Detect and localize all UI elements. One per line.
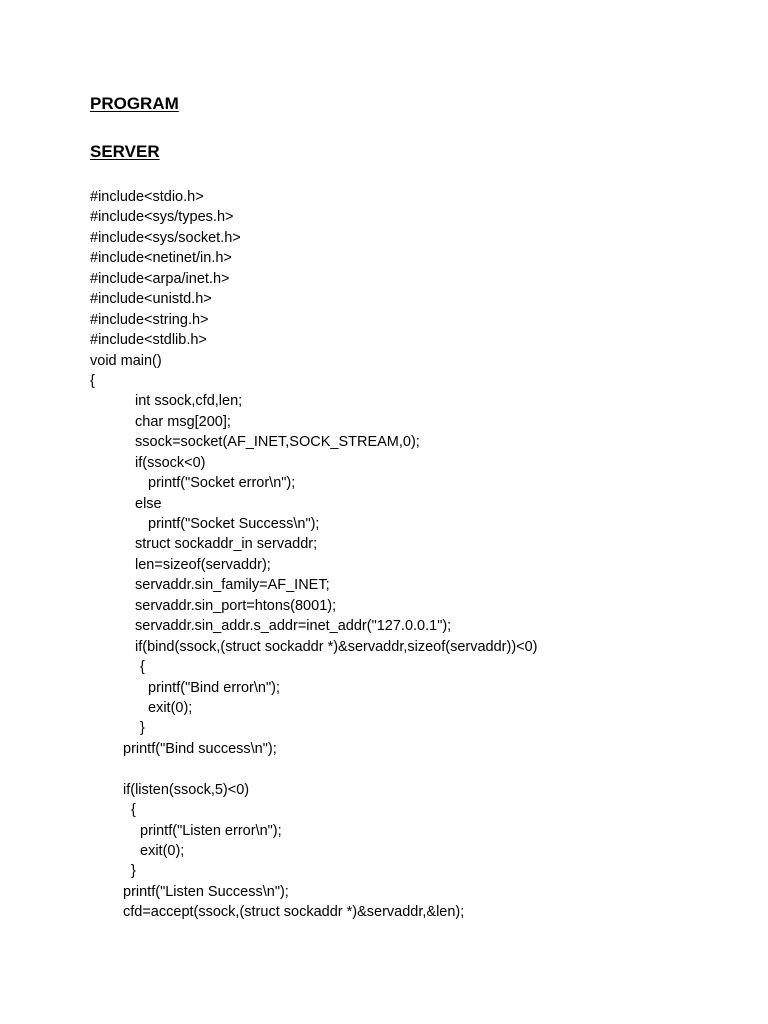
code-line: } — [140, 720, 145, 737]
code-line: int ssock,cfd,len; — [135, 393, 243, 410]
code-line: printf("Listen Success\n"); — [123, 883, 289, 900]
code-line: exit(0); — [148, 699, 193, 716]
code-line: printf("Socket Success\n"); — [148, 516, 320, 532]
code-line: } — [131, 863, 136, 880]
code-line: servaddr.sin_port=htons(8001); — [135, 597, 337, 614]
code-line: ssock=socket(AF_INET,SOCK_STREAM,0); — [135, 434, 420, 451]
code-line: #include<sys/socket.h> — [90, 229, 241, 246]
code-line: #include<stdlib.h> — [90, 332, 207, 349]
code-listing — [90, 187, 750, 923]
code-line: printf("Socket error\n"); — [148, 475, 296, 492]
code-line: #include<unistd.h> — [90, 291, 212, 308]
code-line: printf("Bind error\n"); — [148, 679, 280, 696]
code-line: char msg[200]; — [135, 413, 231, 430]
code-line: #include<netinet/in.h> — [90, 250, 232, 267]
server-heading: SERVER — [90, 142, 160, 161]
code-line: #include<stdio.h> — [90, 189, 204, 205]
code-line: { — [131, 802, 136, 819]
code-line: printf("Bind success\n"); — [123, 740, 277, 757]
code-line — [90, 759, 750, 779]
code-line: servaddr.sin_family=AF_INET; — [135, 577, 330, 594]
code-line: if(listen(ssock,5)<0) — [123, 781, 250, 798]
code-line: #include<sys/types.h> — [90, 209, 234, 226]
code-line: if(ssock<0) — [135, 454, 206, 471]
code-line: #include<arpa/inet.h> — [90, 270, 230, 287]
code-line: len=sizeof(servaddr); — [135, 556, 271, 573]
code-line: servaddr.sin_addr.s_addr=inet_addr("127.0.0.1"); — [135, 618, 452, 635]
code-line: if(bind(ssock,(struct sockaddr *)&servaddr,sizeof(servaddr))<0) — [135, 638, 538, 655]
code-line: #include<string.h> — [90, 311, 209, 328]
code-line: { — [90, 372, 95, 389]
code-line: else — [135, 495, 162, 512]
code-line: struct sockaddr_in servaddr; — [135, 536, 318, 553]
program-heading: PROGRAM — [90, 94, 179, 113]
code-line: void main() — [90, 352, 162, 369]
code-line: printf("Listen error\n"); — [140, 822, 282, 839]
code-line: exit(0); — [140, 843, 185, 859]
code-line: cfd=accept(ssock,(struct sockaddr *)&servaddr,&len); — [123, 904, 465, 921]
code-line: { — [140, 659, 145, 676]
